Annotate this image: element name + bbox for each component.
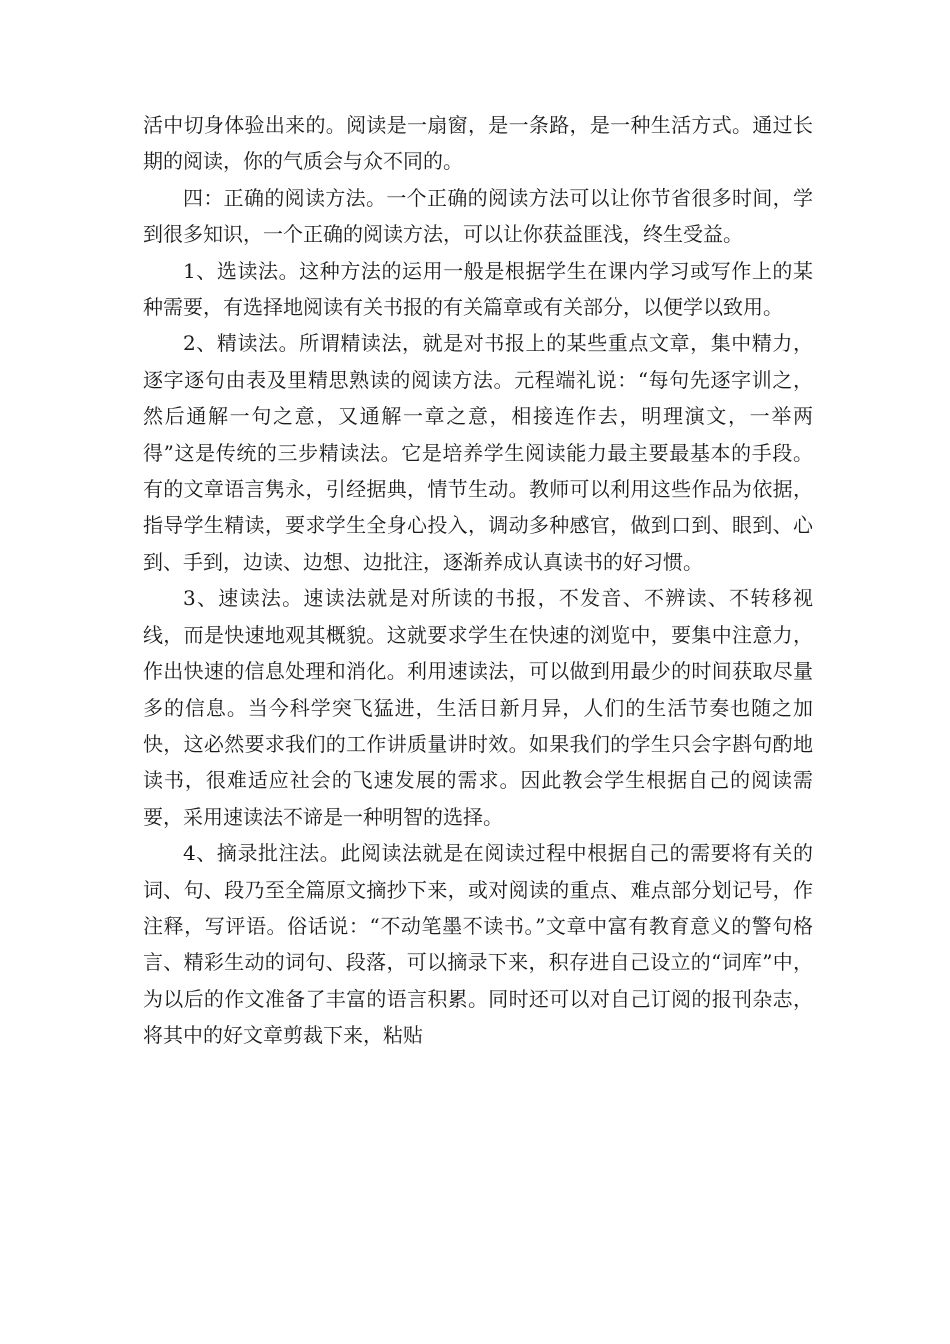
- document-body: [143, 107, 813, 1054]
- paragraph-reading-methods: 四：正确的阅读方法。一个正确的阅读方法可以让你节省很多时间，学到很多知识，一个正确的阅读方法，可以让你获益匪浅，终生受益。: [143, 185, 813, 247]
- paragraph-continuation: 活中切身体验出来的。阅读是一扇窗，是一条路，是一种生活方式。通过长期的阅读，你的气质会与众不同的。: [143, 113, 813, 174]
- paragraph-excerpt-annotation: 4、摘录批注法。此阅读法就是在阅读过程中根据自己的需要将有关的词、句、段乃至全篇原文摘抄下来，或对阅读的重点、难点部分划记号，作注释，写评语。俗话说：“不动笔墨不读书。”文章中富有教育意义的警句格言、精彩生动的词句、段落，可以摘录下来，积存进自己设立的“词库”中，为以后的作文准备了丰富的语言积累。同时还可以对自己订阅的报刊杂志，将其中的好文章剪裁下来，粘贴: [143, 841, 813, 1048]
- paragraph-selective-reading: 1、选读法。这种方法的运用一般是根据学生在课内学习或写作上的某种需要，有选择地阅读有关书报的有关篇章或有关部分，以便学以致用。: [143, 258, 813, 320]
- paragraph-speed-reading: 3、速读法。速读法就是对所读的书报，不发音、不辨读、不转移视线，而是快速地观其概貌。这就要求学生在快速的浏览中，要集中注意力，作出快速的信息处理和消化。利用速读法，可以做到用最少的时间获取尽量多的信息。当今科学突飞猛进，生活日新月异，人们的生活节奏也随之加快，这必然要求我们的工作讲质量讲时效。如果我们的学生只会字斟句酌地读书，很难适应社会的飞速发展的需求。因此教会学生根据自己的阅读需要，采用速读法不谛是一种明智的选择。: [143, 586, 813, 829]
- paragraph-intensive-reading: 2、精读法。所谓精读法，就是对书报上的某些重点文章，集中精力，逐字逐句由表及里精思熟读的阅读方法。元程端礼说：“每句先逐字训之，然后通解一句之意，又通解一章之意，相接连作去，明理演文，一举两得”这是传统的三步精读法。它是培养学生阅读能力最主要最基本的手段。有的文章语言隽永，引经据典，情节生动。教师可以利用这些作品为依据，指导学生精读，要求学生全身心投入，调动多种感官，做到口到、眼到、心到、手到，边读、边想、边批注，逐渐养成认真读书的好习惯。: [143, 331, 813, 574]
